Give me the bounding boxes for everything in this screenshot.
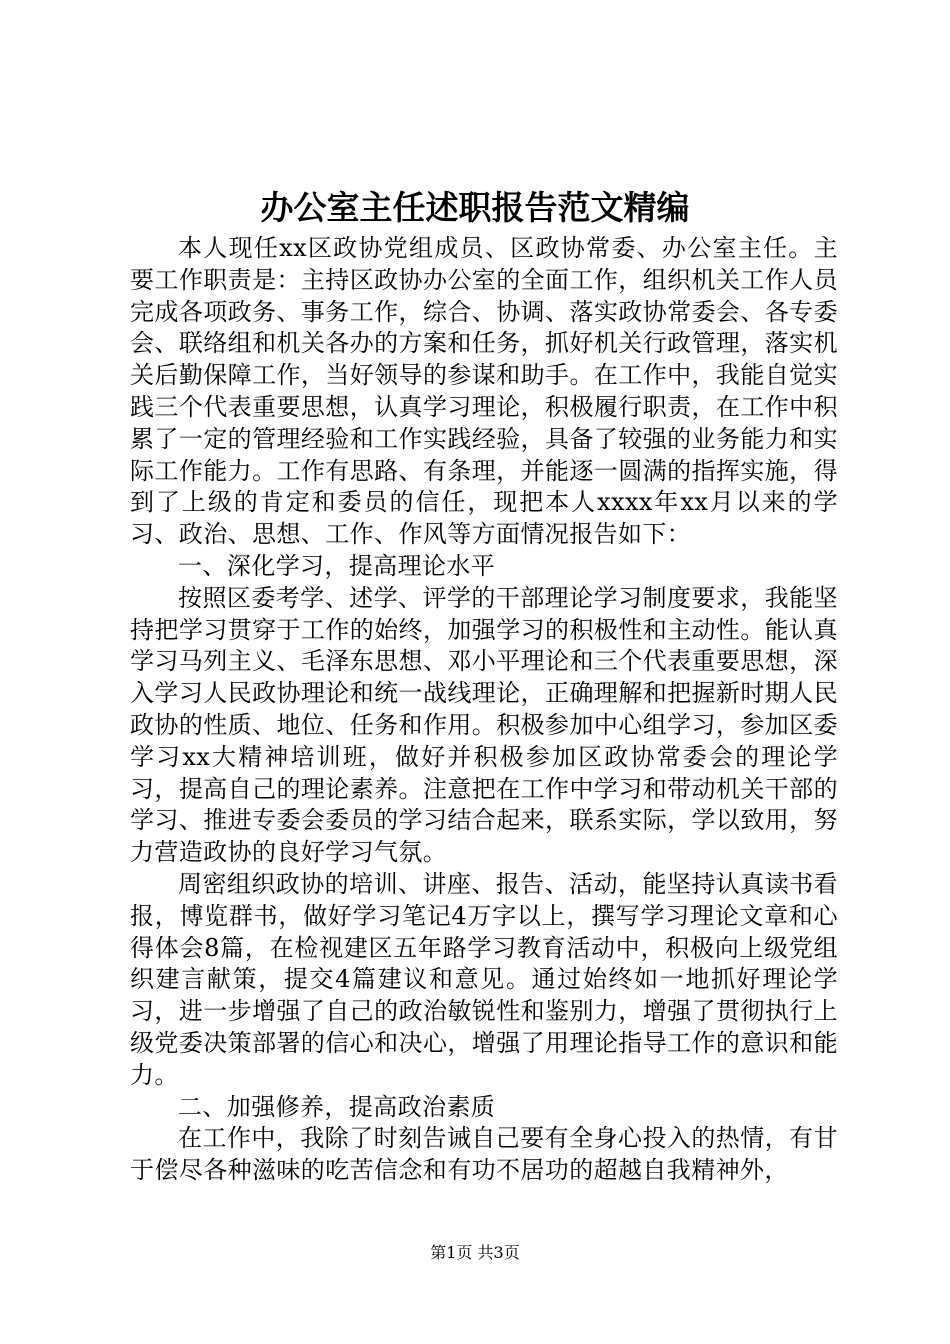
document-body bbox=[130, 233, 838, 1187]
study-paragraph: 按照区委考学、述学、评学的干部理论学习制度要求，我能坚持把学习贯穿于工作的始终，加强学习的积极性和主动性。能认真学习马列主义、毛泽东思想、邓小平理论和三个代表重要思想，深入学习人民政协理论和统一战线理论，正确理解和把握新时期人民政协的性质、地位、任务和作用。积极参加中心组学习，参加区委学习xx大精神培训班，做好并积极参加区政协常委会的理论学习，提高自己的理论素养。注意把在工作中学习和带动机关干部的学习、推进专委会委员的学习结合起来，联系实际，学以致用，努力营造政协的良好学习气氛。 bbox=[130, 583, 838, 867]
cultivation-paragraph: 在工作中，我除了时刻告诫自己要有全身心投入的热情，有甘于偿尽各种滋味的吃苦信念和有功不居功的超越自我精神外， bbox=[130, 1124, 838, 1185]
intro-paragraph: 本人现任xx区政协党组成员、区政协常委、办公室主任。主要工作职责是：主持区政协办公室的全面工作，组织机关工作人员完成各项政务、事务工作，综合、协调、落实政协常委会、各专委会、联络组和机关各办的方案和任务，抓好机关行政管理，落实机关后勤保障工作，当好领导的参谋和助手。在工作中，我能自觉实践三个代表重要思想，认真学习理论，积极履行职责，在工作中积累了一定的管理经验和工作实践经验，具备了较强的业务能力和实际工作能力。工作有思路、有条理，并能逐一圆满的指挥实施，得到了上级的肯定和委员的信任，现把本人xxxx年xx月以来的学习、政治、思想、工作、作风等方面情况报告如下： bbox=[130, 234, 838, 549]
training-paragraph: 周密组织政协的培训、讲座、报告、活动，能坚持认真读书看报，博览群书，做好学习笔记4万字以上，撰写学习理论文章和心得体会8篇，在检视建区五年路学习教育活动中，积极向上级党组织建言献策，提交4篇建议和意见。通过始终如一地抓好理论学习，进一步增强了自己的政治敏锐性和鉴别力，增强了贯彻执行上级党委决策部署的信心和决心，增强了用理论指导工作的意识和能力。 bbox=[130, 869, 838, 1089]
section-heading-1: 一、深化学习，提高理论水平 bbox=[178, 551, 496, 580]
document-title: 办公室主任述职报告范文精编 bbox=[260, 188, 690, 227]
section-heading-2: 二、加强修养，提高政治素质 bbox=[178, 1092, 496, 1121]
page-footer: 第1页 共3页 bbox=[430, 1243, 520, 1262]
